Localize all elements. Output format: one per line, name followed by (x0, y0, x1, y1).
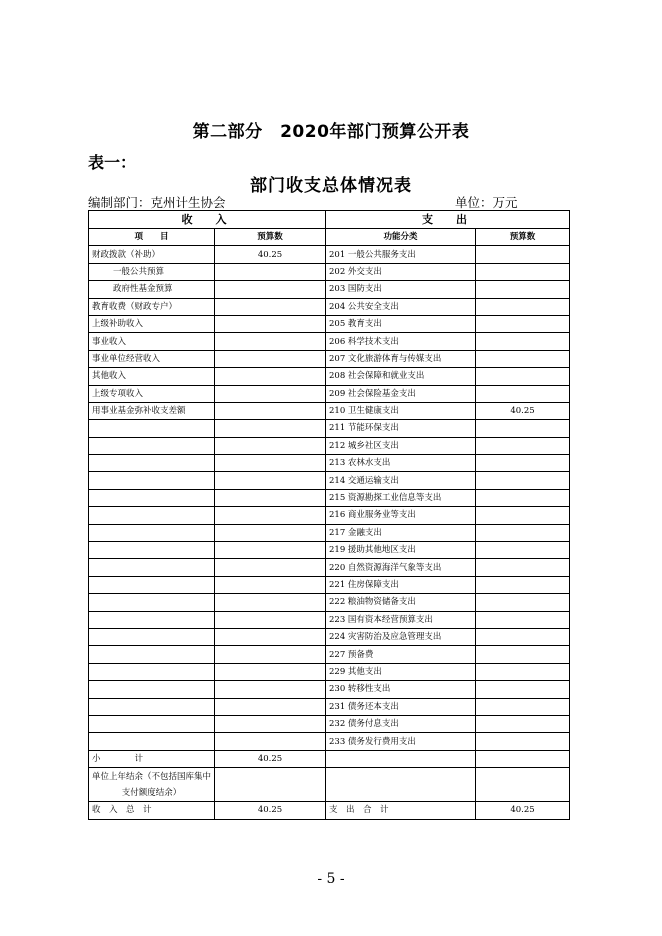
expense-header: 支 出 (326, 211, 570, 229)
expense-item: 229 其他支出 (326, 663, 476, 680)
expense-item: 216 商业服务业等支出 (326, 507, 476, 524)
income-amount (215, 472, 326, 489)
table-row (89, 594, 570, 611)
table-row (89, 611, 570, 628)
income-amount (215, 402, 326, 419)
income-amount (215, 542, 326, 559)
expense-item: 209 社会保险基金支出 (326, 385, 476, 402)
table-title: 部门收支总体情况表 (250, 176, 412, 196)
income-amount (215, 333, 326, 350)
expense-item: 214 交通运输支出 (326, 472, 476, 489)
total-expense-amount: 40.25 (476, 802, 570, 819)
income-item (89, 628, 215, 645)
subtotal-row (89, 750, 570, 767)
total-income-amount: 40.25 (215, 802, 326, 819)
expense-item: 208 社会保障和就业支出 (326, 368, 476, 385)
expense-amount (476, 663, 570, 680)
income-item (89, 455, 215, 472)
income-item (89, 489, 215, 506)
expense-amount (476, 368, 570, 385)
income-amount: 40.25 (215, 246, 326, 263)
income-amount (215, 576, 326, 593)
income-amount (215, 663, 326, 680)
expense-item: 231 债务还本支出 (326, 698, 476, 715)
expense-item: 204 公共安全支出 (326, 298, 476, 315)
income-amount (215, 298, 326, 315)
expense-item: 219 援助其他地区支出 (326, 542, 476, 559)
table-row (89, 350, 570, 367)
table-row (89, 542, 570, 559)
income-amount (215, 628, 326, 645)
expense-amount (476, 263, 570, 280)
income-item: 用事业基金弥补收支差额 (89, 402, 215, 419)
table-row (89, 489, 570, 506)
income-item: 一般公共预算 (89, 263, 215, 280)
income-amount (215, 455, 326, 472)
table-row (89, 628, 570, 645)
total-income-label: 收 入 总 计 (89, 802, 215, 819)
col-function-header: 功能分类 (326, 229, 476, 246)
subtotal-expense-amount-empty (476, 750, 570, 767)
income-amount (215, 681, 326, 698)
income-amount (215, 733, 326, 750)
total-expense-label: 支 出 合 计 (326, 802, 476, 819)
table-row (89, 681, 570, 698)
income-item (89, 594, 215, 611)
table-row (89, 333, 570, 350)
expense-item: 212 城乡社区支出 (326, 437, 476, 454)
col-budget-expense-header: 预算数 (476, 229, 570, 246)
income-amount (215, 281, 326, 298)
expense-amount (476, 715, 570, 732)
table-row (89, 663, 570, 680)
income-amount (215, 646, 326, 663)
department-label: 编制部门：克州计生协会 (88, 195, 226, 210)
table-row (89, 420, 570, 437)
column-header-row (89, 229, 570, 246)
income-item (89, 733, 215, 750)
income-amount (215, 489, 326, 506)
expense-amount (476, 576, 570, 593)
expense-item: 202 外交支出 (326, 263, 476, 280)
unit-label: 单位：万元 (455, 195, 518, 210)
expense-item: 215 资源勘探工业信息等支出 (326, 489, 476, 506)
income-item: 财政拨款（补助） (89, 246, 215, 263)
income-amount (215, 611, 326, 628)
income-item (89, 663, 215, 680)
income-amount (215, 385, 326, 402)
expense-item: 201 一般公共服务支出 (326, 246, 476, 263)
table-row (89, 246, 570, 263)
income-amount (215, 315, 326, 332)
income-item (89, 576, 215, 593)
income-amount (215, 594, 326, 611)
expense-amount: 40.25 (476, 402, 570, 419)
table-row (89, 472, 570, 489)
expense-item: 224 灾害防治及应急管理支出 (326, 628, 476, 645)
carryover-row (89, 768, 570, 802)
income-item (89, 681, 215, 698)
expense-amount (476, 559, 570, 576)
expense-amount (476, 281, 570, 298)
expense-amount (476, 350, 570, 367)
table-row (89, 298, 570, 315)
expense-item: 203 国防支出 (326, 281, 476, 298)
income-item: 教育收费（财政专户） (89, 298, 215, 315)
income-item: 政府性基金预算 (89, 281, 215, 298)
expense-item: 227 预备费 (326, 646, 476, 663)
expense-item: 213 农林水支出 (326, 455, 476, 472)
income-header: 收 入 (89, 211, 326, 229)
table-row (89, 437, 570, 454)
income-amount (215, 437, 326, 454)
expense-item: 205 教育支出 (326, 315, 476, 332)
income-item (89, 420, 215, 437)
total-row (89, 802, 570, 819)
expense-amount (476, 333, 570, 350)
table-row (89, 733, 570, 750)
expense-amount (476, 298, 570, 315)
expense-amount (476, 489, 570, 506)
subtotal-amount: 40.25 (215, 750, 326, 767)
expense-amount (476, 246, 570, 263)
expense-item: 221 住房保障支出 (326, 576, 476, 593)
income-amount (215, 698, 326, 715)
income-item (89, 698, 215, 715)
expense-amount (476, 437, 570, 454)
expense-item: 223 国有资本经营预算支出 (326, 611, 476, 628)
expense-item: 220 自然资源海洋气象等支出 (326, 559, 476, 576)
col-budget-income-header: 预算数 (215, 229, 326, 246)
table-label: 表一： (88, 153, 137, 172)
income-item: 其他收入 (89, 368, 215, 385)
table-row (89, 455, 570, 472)
expense-amount (476, 315, 570, 332)
expense-item: 211 节能环保支出 (326, 420, 476, 437)
income-item: 事业收入 (89, 333, 215, 350)
expense-amount (476, 385, 570, 402)
income-item: 事业单位经营收入 (89, 350, 215, 367)
expense-item: 222 粮油物资储备支出 (326, 594, 476, 611)
table-row (89, 315, 570, 332)
income-item: 上级专项收入 (89, 385, 215, 402)
expense-item: 210 卫生健康支出 (326, 402, 476, 419)
income-item: 上级补助收入 (89, 315, 215, 332)
income-amount (215, 350, 326, 367)
income-item (89, 437, 215, 454)
expense-item: 230 转移性支出 (326, 681, 476, 698)
expense-item: 233 债务发行费用支出 (326, 733, 476, 750)
expense-amount (476, 646, 570, 663)
table-header-row (89, 211, 570, 229)
income-amount (215, 263, 326, 280)
table-row (89, 368, 570, 385)
table-row (89, 281, 570, 298)
expense-amount (476, 611, 570, 628)
subtotal-expense-empty (326, 750, 476, 767)
expense-amount (476, 628, 570, 645)
table-row (89, 646, 570, 663)
table-row (89, 576, 570, 593)
expense-item: 206 科学技术支出 (326, 333, 476, 350)
income-amount (215, 524, 326, 541)
table-row (89, 385, 570, 402)
expense-item: 232 债务付息支出 (326, 715, 476, 732)
expense-amount (476, 507, 570, 524)
table-row (89, 715, 570, 732)
income-item (89, 542, 215, 559)
income-item (89, 715, 215, 732)
subtotal-label: 小 计 (89, 750, 215, 767)
income-amount (215, 507, 326, 524)
expense-amount (476, 681, 570, 698)
page-number: - 5 - (317, 871, 345, 887)
income-amount (215, 715, 326, 732)
expense-amount (476, 698, 570, 715)
expense-amount (476, 524, 570, 541)
expense-amount (476, 733, 570, 750)
table-row (89, 507, 570, 524)
expense-amount (476, 472, 570, 489)
carryover-expense-amount-empty (476, 768, 570, 802)
carryover-amount (215, 768, 326, 802)
income-item (89, 507, 215, 524)
income-item (89, 646, 215, 663)
income-item (89, 611, 215, 628)
carryover-label: 单位上年结余（不包括国库集中支付额度结余） (89, 768, 215, 802)
table-row (89, 263, 570, 280)
income-item (89, 524, 215, 541)
table-row (89, 524, 570, 541)
part-title: 第二部分 2020年部门预算公开表 (192, 122, 470, 142)
income-amount (215, 420, 326, 437)
budget-table (88, 210, 570, 820)
income-amount (215, 368, 326, 385)
col-item-header: 项 目 (89, 229, 215, 246)
expense-amount (476, 594, 570, 611)
table-row (89, 698, 570, 715)
income-item (89, 472, 215, 489)
expense-amount (476, 542, 570, 559)
expense-amount (476, 455, 570, 472)
income-amount (215, 559, 326, 576)
expense-amount (476, 420, 570, 437)
expense-item: 217 金融支出 (326, 524, 476, 541)
table-row (89, 402, 570, 419)
carryover-expense-empty (326, 768, 476, 802)
table-row (89, 559, 570, 576)
income-item (89, 559, 215, 576)
expense-item: 207 文化旅游体育与传媒支出 (326, 350, 476, 367)
